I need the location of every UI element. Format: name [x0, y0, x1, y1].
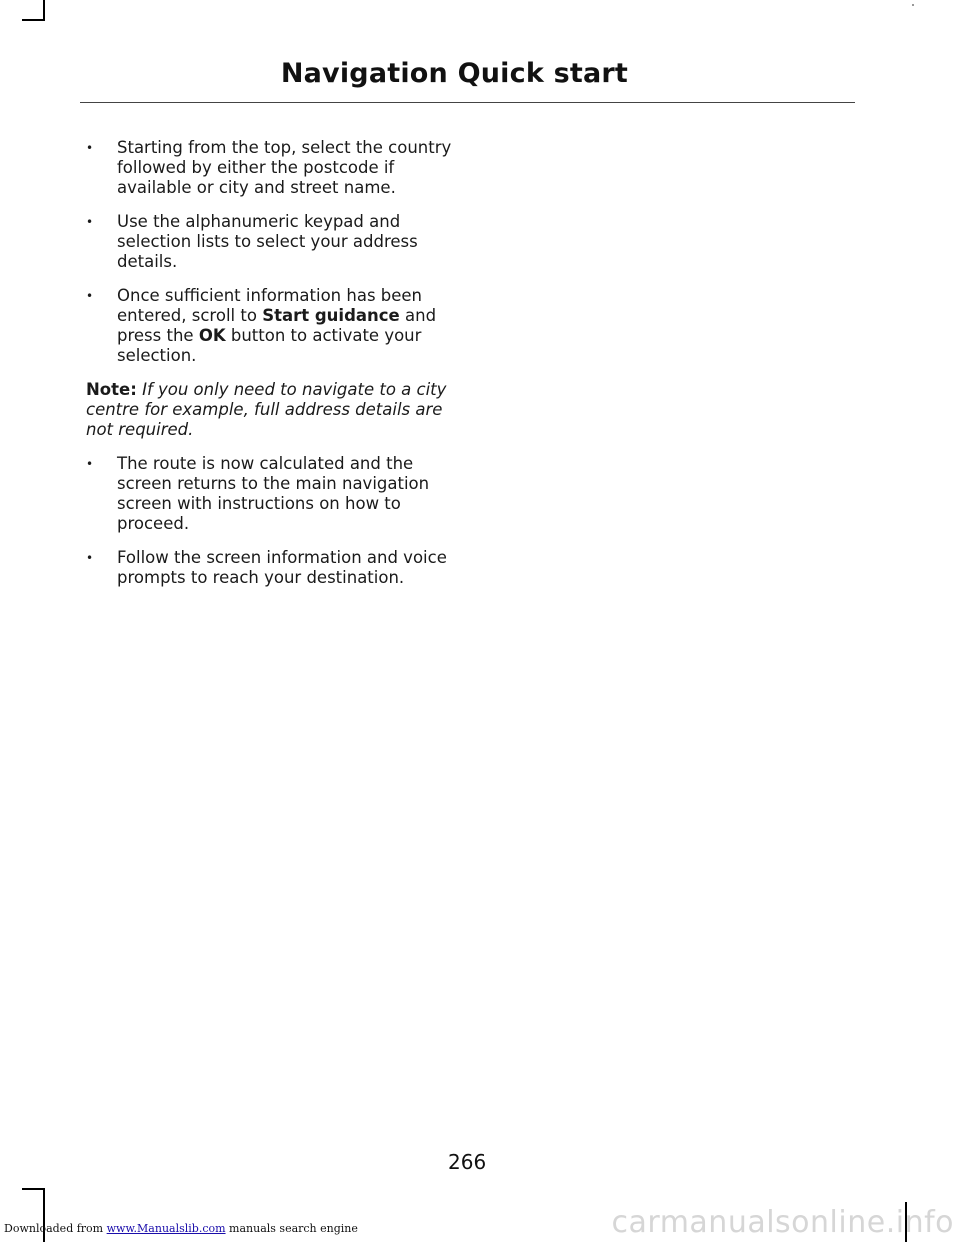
footer-suffix: manuals search engine — [225, 1222, 358, 1235]
footer-prefix: Downloaded from — [4, 1222, 107, 1235]
note — [86, 380, 454, 440]
list-item-text — [117, 286, 436, 365]
bullet-icon: • — [86, 551, 94, 565]
list-item-text: Starting from the top, select the country followed by either the postcode if available or city and street name. — [117, 138, 452, 197]
list-item-text: Follow the screen information and voice prompts to reach your destination. — [117, 548, 447, 587]
header-divider — [80, 102, 855, 103]
text-run: Once sufficient information has been entered, scroll to — [117, 286, 423, 325]
content-column — [86, 138, 454, 602]
download-footer — [4, 1222, 358, 1235]
text-run: and press the — [117, 306, 437, 345]
bullet-icon: • — [86, 289, 94, 303]
page-number: 266 — [448, 1150, 487, 1174]
watermark-logo: carmanualsonline.info — [611, 1205, 954, 1240]
page-title: Navigation Quick start — [280, 58, 628, 89]
manualslib-link[interactable]: www.Manualslib.com — [106, 1222, 226, 1235]
list-item-text: Use the alphanumeric keypad and selection lists to select your address details. — [117, 212, 418, 271]
list-item-text: The route is now calculated and the screen returns to the main navigation screen with instructions on how to proceed. — [117, 454, 430, 533]
crop-mark — [912, 4, 914, 6]
crop-mark — [43, 0, 45, 20]
list-item — [86, 548, 454, 588]
crop-mark — [22, 19, 45, 21]
text-run: button to activate your selection. — [117, 326, 422, 365]
bullet-icon: • — [86, 215, 94, 229]
ok-keyword: OK — [198, 326, 226, 345]
start-guidance-keyword: Start guidance — [262, 306, 400, 325]
bullet-icon: • — [86, 457, 94, 471]
note-text: If you only need to navigate to a city centre for example, full address details are not required. — [86, 380, 447, 439]
note-label: Note: — [86, 380, 137, 399]
list-item — [86, 138, 454, 198]
bullet-icon: • — [86, 141, 94, 155]
crop-mark — [22, 1188, 45, 1190]
list-item — [86, 286, 454, 366]
list-item — [86, 454, 454, 534]
list-item — [86, 212, 454, 272]
